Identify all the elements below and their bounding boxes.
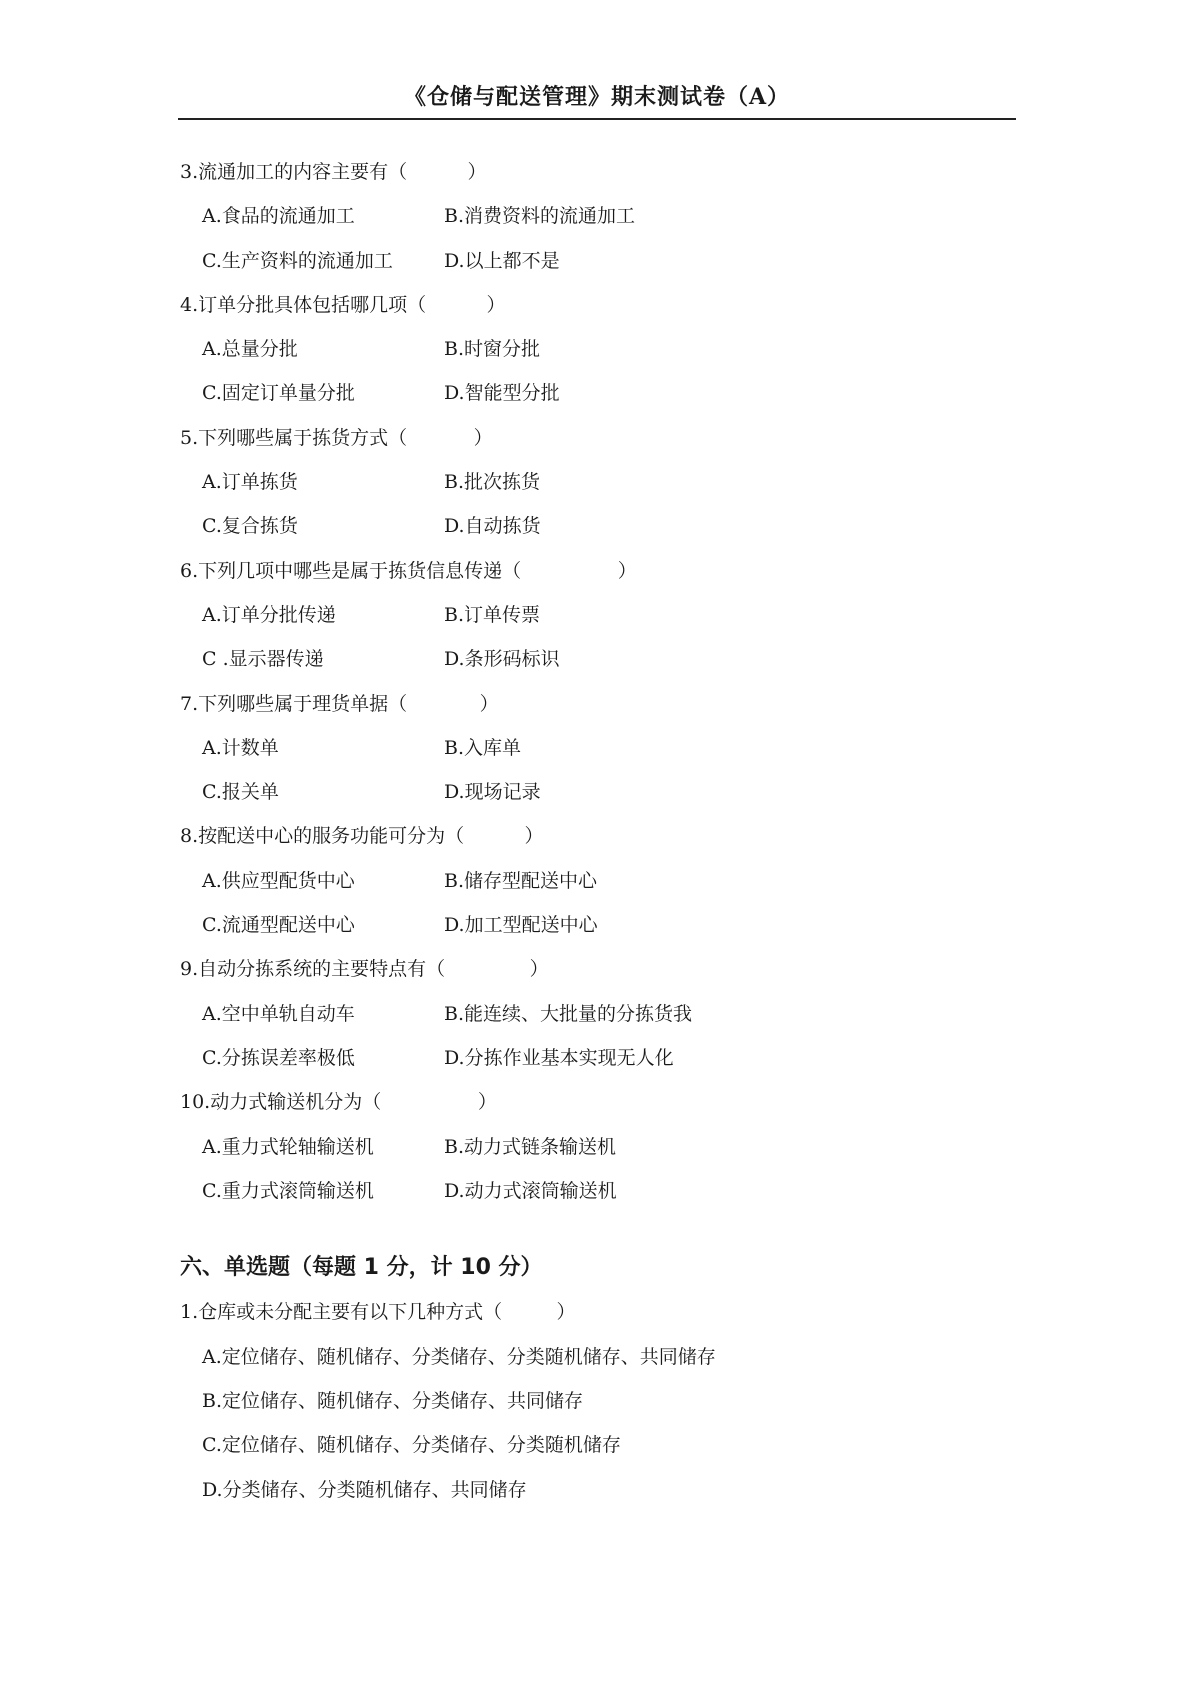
option-a: A.计数单 [202, 736, 279, 759]
question-stem: 6.下列几项中哪些是属于拣货信息传递（ ） [180, 559, 637, 582]
option-d: D.现场记录 [444, 781, 541, 804]
option-row [180, 770, 1016, 814]
option-row [180, 371, 1016, 415]
question-9 [180, 947, 1016, 1080]
option-b: B.能连续、大批量的分拣货我 [444, 1002, 693, 1025]
option-row [180, 859, 1016, 903]
section-heading-single-choice: 六、单选题（每题 1 分，计 10 分） [180, 1255, 543, 1281]
option-b: B.订单传票 [444, 603, 541, 626]
option-b: B.定位储存、随机储存、分类储存、共同储存 [202, 1390, 584, 1413]
option-row [180, 903, 1016, 947]
option-row [180, 1125, 1016, 1169]
option-d: D.自动拣货 [444, 515, 541, 538]
option-row [180, 194, 1016, 238]
single-choice-question-1 [180, 1290, 1016, 1511]
option-row [180, 726, 1016, 770]
option-c: C.复合拣货 [202, 515, 298, 538]
option-row [180, 1036, 1016, 1080]
question-stem: 1.仓库或未分配主要有以下几种方式（ ） [180, 1301, 576, 1324]
question-5 [180, 416, 1016, 549]
exam-content [180, 150, 1016, 1512]
page-header-title: 《仓储与配送管理》期末测试卷（A） [403, 84, 791, 110]
option-row [180, 637, 1016, 681]
option-d: D.条形码标识 [444, 648, 560, 671]
option-row [180, 239, 1016, 283]
option-c: C.定位储存、随机储存、分类储存、分类随机储存 [202, 1434, 621, 1457]
option-c: C.分拣误差率极低 [202, 1046, 355, 1069]
question-stem: 3.流通加工的内容主要有（ ） [180, 161, 487, 183]
option-row [180, 1169, 1016, 1213]
option-b: B.入库单 [444, 736, 522, 759]
option-d: D.动力式滚筒输送机 [444, 1179, 617, 1202]
option-row [180, 504, 1016, 548]
option-d: D.以上都不是 [444, 249, 560, 272]
option-b: B.批次拣货 [444, 471, 541, 494]
option-b: B.时窗分批 [444, 338, 541, 361]
option-d: D.分类储存、分类随机储存、共同储存 [202, 1478, 527, 1501]
question-stem: 9.自动分拣系统的主要特点有（ ） [180, 958, 549, 981]
option-d: D.分拣作业基本实现无人化 [444, 1046, 674, 1069]
question-8 [180, 814, 1016, 947]
question-stem: 5.下列哪些属于拣货方式（ ） [180, 426, 493, 449]
question-4 [180, 283, 1016, 416]
option-a: A.空中单轨自动车 [202, 1002, 355, 1025]
option-c: C.重力式滚筒输送机 [202, 1179, 374, 1202]
option-a: A.重力式轮轴输送机 [202, 1135, 374, 1158]
question-stem: 7.下列哪些属于理货单据（ ） [180, 692, 499, 715]
question-10 [180, 1080, 1016, 1213]
question-6 [180, 549, 1016, 682]
option-a: A.总量分批 [202, 338, 298, 361]
option-a: A.订单拣货 [202, 471, 298, 494]
question-3 [180, 150, 1016, 283]
option-a: A.定位储存、随机储存、分类储存、分类随机储存、共同储存 [202, 1345, 716, 1368]
option-a: A.订单分批传递 [202, 603, 336, 626]
option-row [180, 460, 1016, 504]
question-stem: 8.按配送中心的服务功能可分为（ ） [180, 825, 544, 848]
option-c: C.报关单 [202, 781, 279, 804]
option-d: D.智能型分批 [444, 382, 560, 405]
option-c: C.生产资料的流通加工 [202, 249, 393, 272]
option-a: A.食品的流通加工 [202, 205, 355, 228]
option-d: D.加工型配送中心 [444, 914, 598, 937]
option-c: C.流通型配送中心 [202, 914, 355, 937]
option-c: C .显示器传递 [202, 648, 324, 671]
option-a: A.供应型配货中心 [202, 869, 355, 892]
question-stem: 4.订单分批具体包括哪几项（ ） [180, 293, 506, 316]
option-row [180, 327, 1016, 371]
question-7 [180, 682, 1016, 815]
option-b: B.储存型配送中心 [444, 869, 598, 892]
option-row [180, 992, 1016, 1036]
option-row [180, 593, 1016, 637]
option-c: C.固定订单量分批 [202, 382, 355, 405]
question-stem: 10.动力式输送机分为（ ） [180, 1091, 497, 1114]
option-b: B.动力式链条输送机 [444, 1135, 617, 1158]
option-b: B.消费资料的流通加工 [444, 205, 636, 228]
header-rule [178, 118, 1016, 120]
